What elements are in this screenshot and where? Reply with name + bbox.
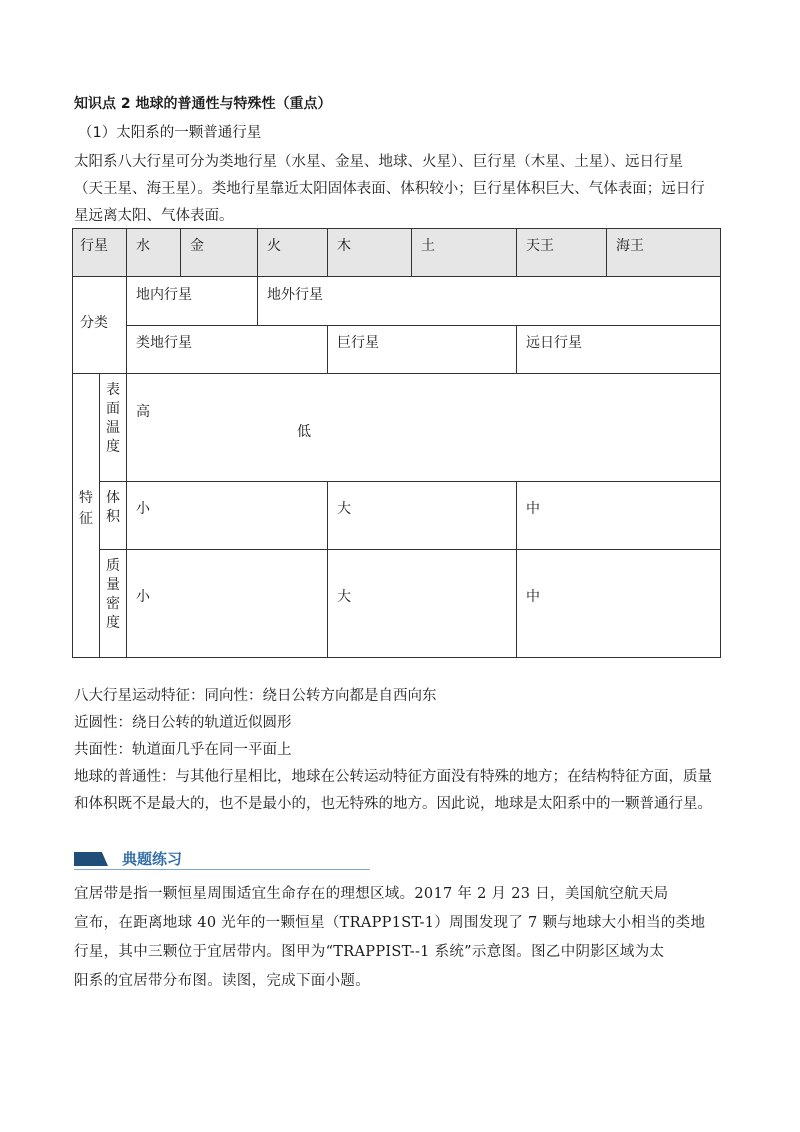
density-distant: 中 [526, 589, 540, 605]
sub-heading: （1）太阳系的一颗普通行星 [78, 125, 262, 141]
practice-line-4: 阳系的宜居带分布图。读图，完成下面小题。 [74, 973, 370, 989]
temp-low: 低 [297, 424, 311, 440]
volume-giant: 大 [337, 501, 351, 517]
intro-line-3: 星远离太阳、气体表面。 [74, 208, 234, 224]
volume-label-2: 积 [106, 509, 120, 525]
temp-high: 高 [136, 404, 150, 420]
volume-label-1: 体 [106, 490, 120, 506]
planet-jupiter: 木 [337, 238, 351, 254]
header-planet-label: 行星 [80, 238, 108, 254]
intro-line-2: （天王星、海王星）。类地行星靠近太阳固体表面、体积较小；巨行星体积巨大、气体表面；远日行 [74, 181, 705, 197]
practice-section-header [74, 846, 370, 872]
planet-saturn: 土 [421, 238, 435, 254]
feature-label-2: 征 [79, 511, 93, 527]
volume-terrestrial: 小 [136, 501, 150, 517]
motion-line-5: 和体积既不是最大的，也不是最小的，也无特殊的地方。因此说，地球是太阳系中的一颗普通行星。 [74, 796, 712, 812]
motion-line-1: 八大行星运动特征：同向性：绕日公转方向都是自西向东 [74, 688, 437, 704]
density-label-1: 质 [106, 558, 120, 574]
density-label-2: 量 [106, 577, 120, 593]
motion-line-3: 共面性：轨道面几乎在同一平面上 [74, 742, 292, 758]
outer-planets: 地外行星 [267, 287, 323, 303]
motion-line-4: 地球的普通性：与其他行星相比，地球在公转运动特征方面没有特殊的地方；在结构特征方面，质量 [74, 769, 712, 785]
type-terrestrial: 类地行星 [136, 335, 192, 351]
type-giant: 巨行星 [337, 335, 379, 351]
type-distant: 远日行星 [526, 335, 582, 351]
section-bar-icon [74, 852, 108, 866]
practice-line-1: 宜居带是指一颗恒星周围适宜生命存在的理想区域。2017 年 2 月 23 日，美国航空航天局 [74, 886, 669, 902]
temp-label-3: 温 [106, 420, 120, 436]
feature-label-1: 特 [79, 490, 93, 506]
volume-distant: 中 [526, 501, 540, 517]
practice-line-2: 宣布，在距离地球 40 光年的一颗恒星（TRAPP1ST-1）周围发现了 7 颗与地球大小相当的类地 [74, 915, 706, 931]
section-divider [74, 869, 370, 870]
practice-title: 典题练习 [122, 850, 183, 868]
temp-label-2: 面 [106, 401, 120, 417]
temp-label-4: 度 [106, 439, 120, 455]
classify-label: 分类 [80, 315, 108, 331]
density-terrestrial: 小 [136, 589, 150, 605]
density-giant: 大 [337, 589, 351, 605]
planet-mercury: 水 [136, 238, 150, 254]
temp-label-1: 表 [106, 382, 120, 398]
inner-planets: 地内行星 [136, 287, 192, 303]
planet-neptune: 海王 [616, 238, 644, 254]
practice-line-3: 行星，其中三颗位于宜居带内。图甲为“TRAPPIST--1 系统”示意图。图乙中阴影区域为太 [74, 944, 665, 960]
section-heading: 知识点 2 地球的普通性与特殊性（重点） [74, 96, 332, 112]
motion-line-2: 近圆性：绕日公转的轨道近似圆形 [74, 715, 292, 731]
density-label-4: 度 [106, 615, 120, 631]
planet-mars: 火 [267, 238, 281, 254]
planet-venus: 金 [190, 238, 204, 254]
density-label-3: 密 [106, 596, 120, 612]
planet-uranus: 天王 [526, 238, 554, 254]
intro-line-1: 太阳系八大行星可分为类地行星（水星、金星、地球、火星）、巨行星（木星、土星）、远日行星 [74, 154, 683, 170]
